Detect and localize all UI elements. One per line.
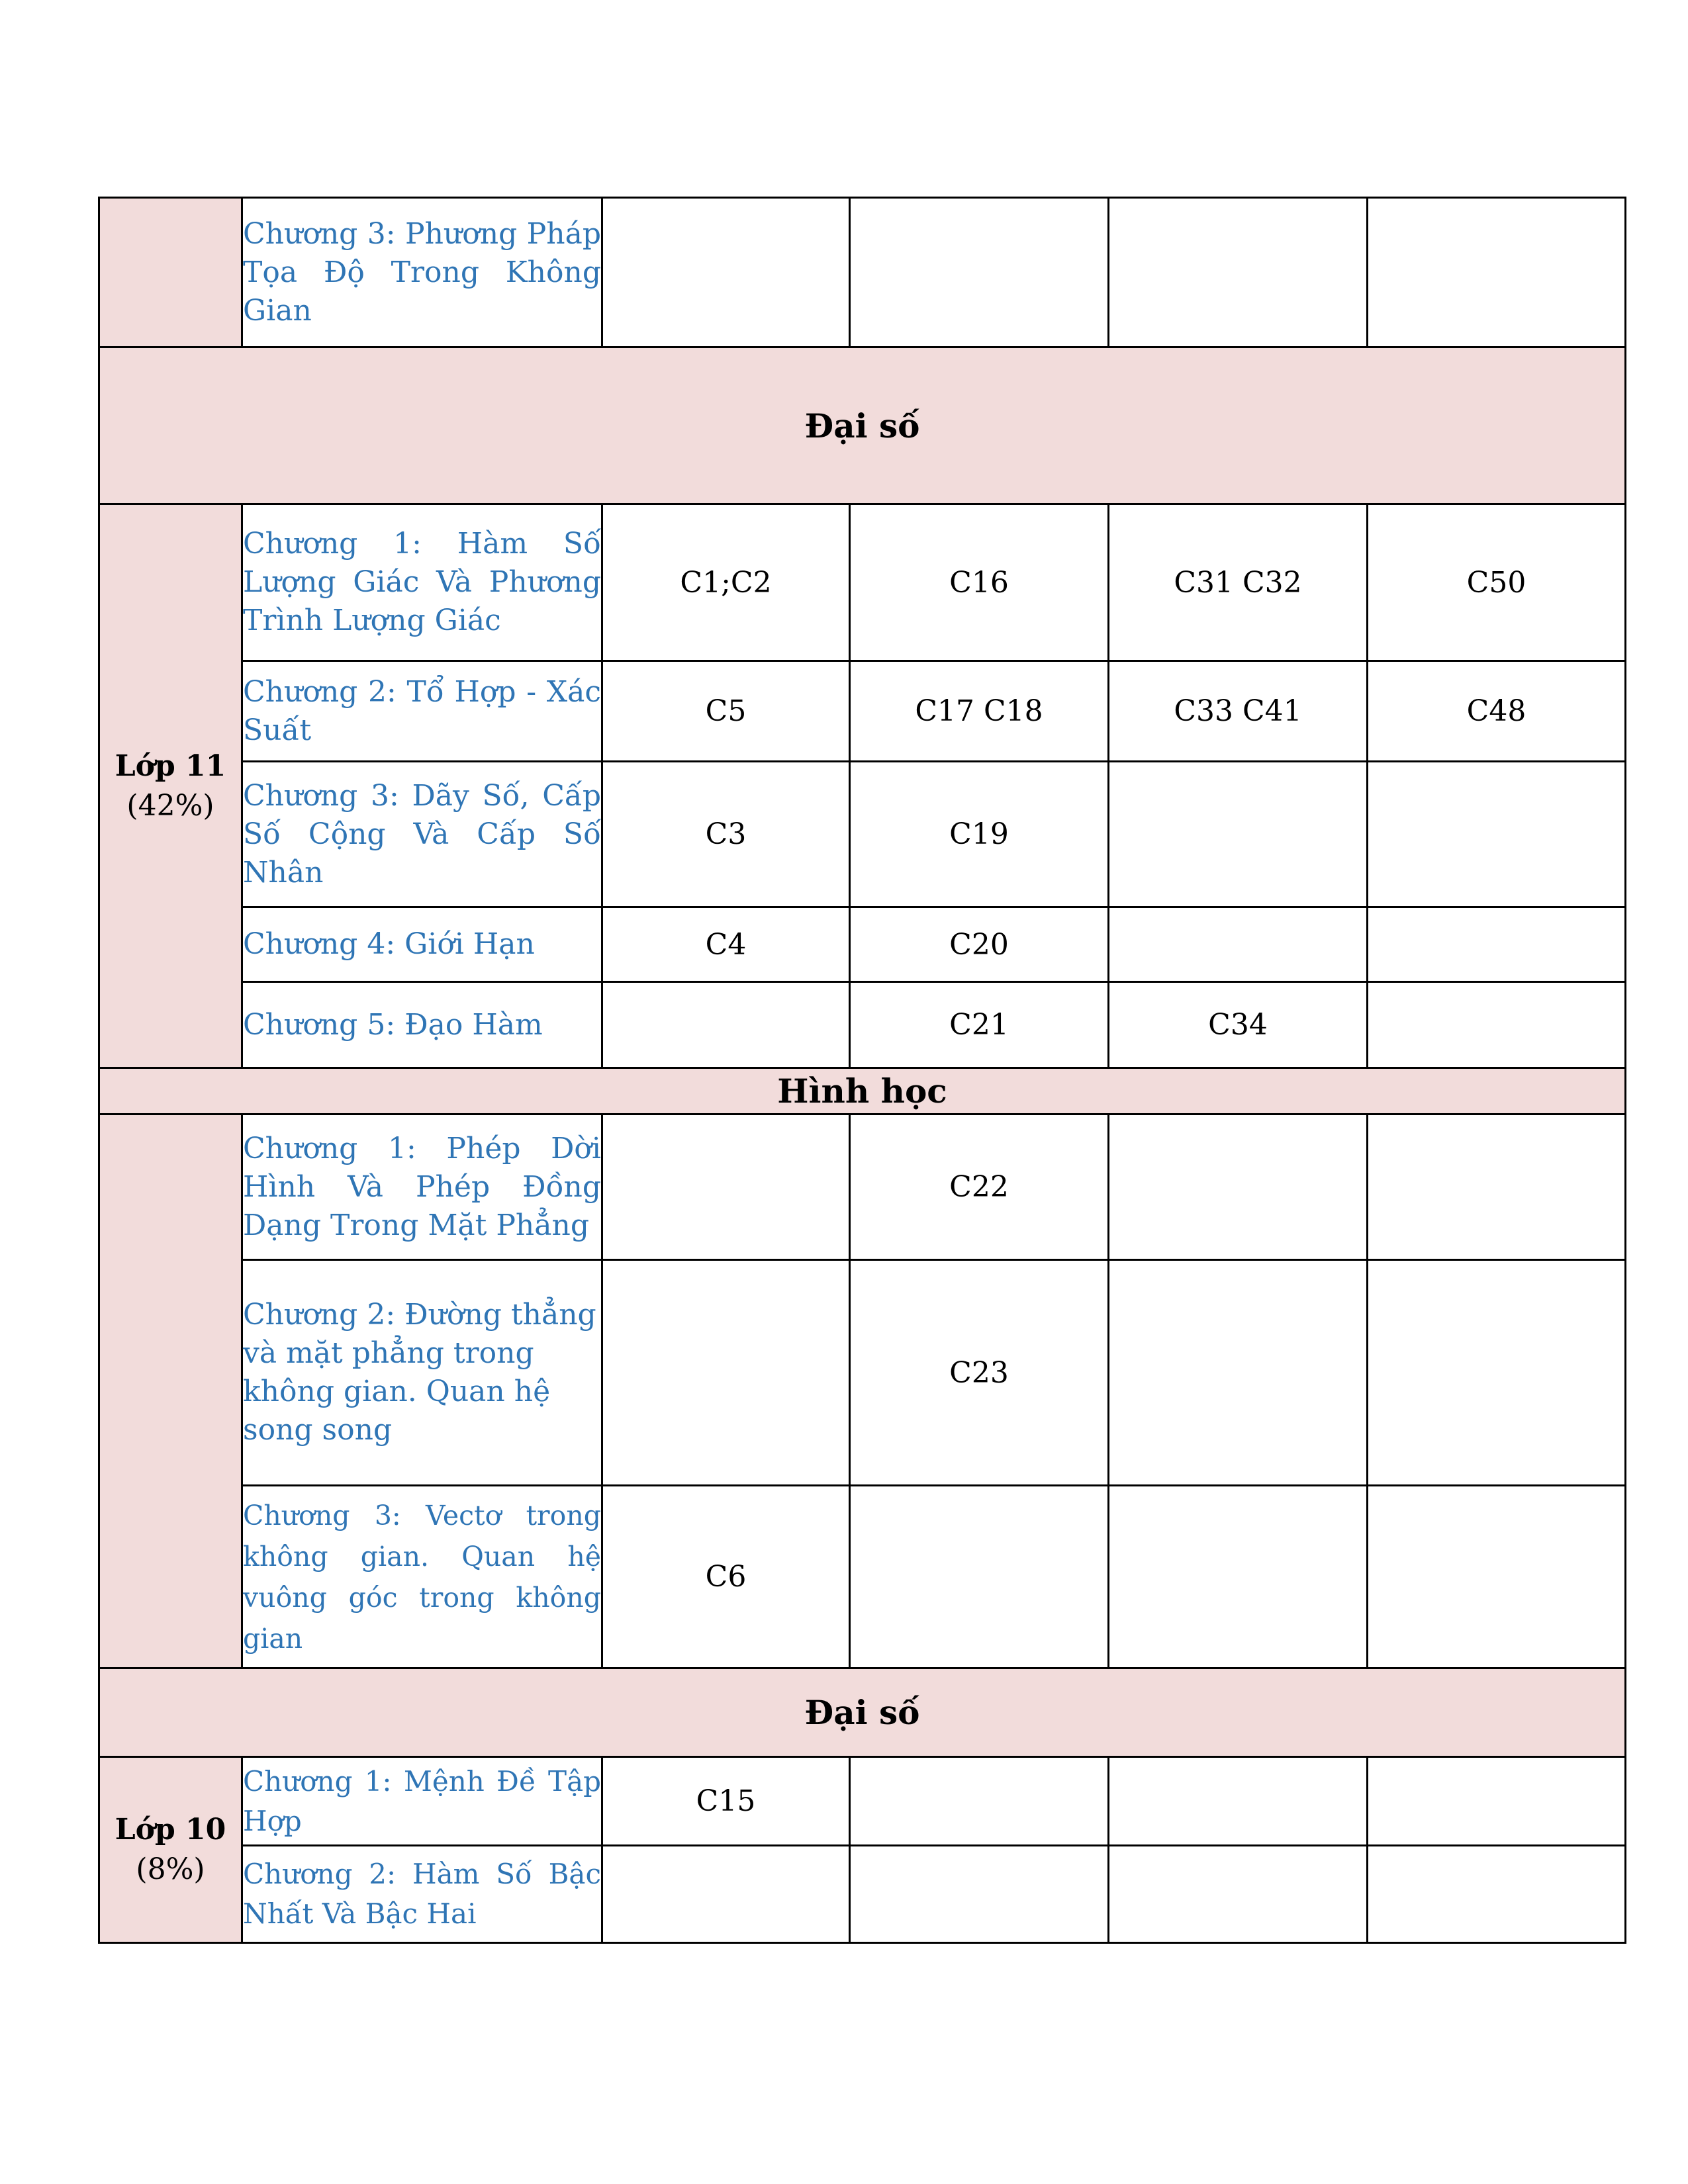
level-2-cell: C23 (850, 1260, 1109, 1486)
level-3-cell (1109, 1260, 1368, 1486)
table-row (99, 504, 1626, 661)
level-4-cell: C48 (1368, 661, 1626, 762)
level-2-cell: C21 (850, 982, 1109, 1068)
level-4-cell (1368, 762, 1626, 907)
level-2-cell: C22 (850, 1115, 1109, 1260)
chapter-label: Chương 4: Giới Hạn (242, 907, 602, 982)
chapter-label: Chương 3: Phương Pháp Tọa Độ Trong Không Gian (242, 198, 602, 347)
level-3-cell: C33 C41 (1109, 661, 1368, 762)
level-2-cell: C16 (850, 504, 1109, 661)
level-4-cell (1368, 1486, 1626, 1668)
chapter-label: Chương 5: Đạo Hàm (242, 982, 602, 1068)
grade-cell-10 (99, 1757, 242, 1943)
table-row (99, 982, 1626, 1068)
section-row (99, 1668, 1626, 1757)
level-4-cell (1368, 1757, 1626, 1846)
level-3-cell (1109, 1115, 1368, 1260)
level-2-cell (850, 1486, 1109, 1668)
level-4-cell (1368, 1260, 1626, 1486)
table-row (99, 1115, 1626, 1260)
level-4-cell (1368, 198, 1626, 347)
chapter-label: Chương 1: Phép Dời Hình Và Phép Đồng Dạng Trong Mặt Phẳng (242, 1115, 602, 1260)
level-4-cell (1368, 1115, 1626, 1260)
level-2-cell: C20 (850, 907, 1109, 982)
grade-percent: (42%) (126, 788, 214, 823)
level-4-cell: C50 (1368, 504, 1626, 661)
level-3-cell (1109, 198, 1368, 347)
table-row (99, 907, 1626, 982)
grade-name: Lớp 11 (115, 749, 226, 783)
grade-cell-continued (99, 198, 242, 347)
chapter-label: Chương 2: Tổ Hợp - Xác Suất (242, 661, 602, 762)
level-3-cell (1109, 1846, 1368, 1943)
level-4-cell (1368, 907, 1626, 982)
grade-percent: (8%) (136, 1852, 205, 1886)
level-4-cell (1368, 982, 1626, 1068)
chapter-label: Chương 3: Vectơ trong không gian. Quan hệ vuông góc trong không gian (242, 1486, 602, 1668)
chapter-label: Chương 2: Đường thẳng và mặt phẳng trong không gian. Quan hệ song song (242, 1260, 602, 1486)
section-title-algebra: Đại số (99, 1668, 1626, 1757)
level-1-cell (602, 1846, 850, 1943)
level-3-cell (1109, 762, 1368, 907)
section-row (99, 347, 1626, 504)
level-3-cell (1109, 1486, 1368, 1668)
table-row (99, 1260, 1626, 1486)
level-2-cell (850, 1757, 1109, 1846)
level-1-cell (602, 1115, 850, 1260)
chapter-label: Chương 2: Hàm Số Bậc Nhất Và Bậc Hai (242, 1846, 602, 1943)
section-title-geometry: Hình học (99, 1068, 1626, 1115)
level-1-cell: C3 (602, 762, 850, 907)
exam-matrix-table (98, 197, 1626, 1944)
chapter-label: Chương 3: Dãy Số, Cấp Số Cộng Và Cấp Số Nhân (242, 762, 602, 907)
level-2-cell: C19 (850, 762, 1109, 907)
level-3-cell: C31 C32 (1109, 504, 1368, 661)
level-1-cell: C1;C2 (602, 504, 850, 661)
chapter-label: Chương 1: Hàm Số Lượng Giác Và Phương Trình Lượng Giác (242, 504, 602, 661)
table-row (99, 661, 1626, 762)
grade-name: Lớp 10 (115, 1813, 226, 1846)
level-2-cell (850, 1846, 1109, 1943)
chapter-label: Chương 1: Mệnh Đề Tập Hợp (242, 1757, 602, 1846)
table-row (99, 762, 1626, 907)
level-1-cell: C6 (602, 1486, 850, 1668)
level-1-cell: C15 (602, 1757, 850, 1846)
level-1-cell (602, 198, 850, 347)
level-1-cell: C4 (602, 907, 850, 982)
table-row (99, 1846, 1626, 1943)
table-row (99, 198, 1626, 347)
grade-cell-geometry (99, 1115, 242, 1668)
section-row (99, 1068, 1626, 1115)
table-row (99, 1486, 1626, 1668)
level-1-cell: C5 (602, 661, 850, 762)
level-3-cell (1109, 1757, 1368, 1846)
table-row (99, 1757, 1626, 1846)
grade-cell-11 (99, 504, 242, 1068)
level-1-cell (602, 982, 850, 1068)
level-3-cell: C34 (1109, 982, 1368, 1068)
level-4-cell (1368, 1846, 1626, 1943)
level-2-cell: C17 C18 (850, 661, 1109, 762)
section-title-algebra: Đại số (99, 347, 1626, 504)
level-2-cell (850, 198, 1109, 347)
level-1-cell (602, 1260, 850, 1486)
level-3-cell (1109, 907, 1368, 982)
